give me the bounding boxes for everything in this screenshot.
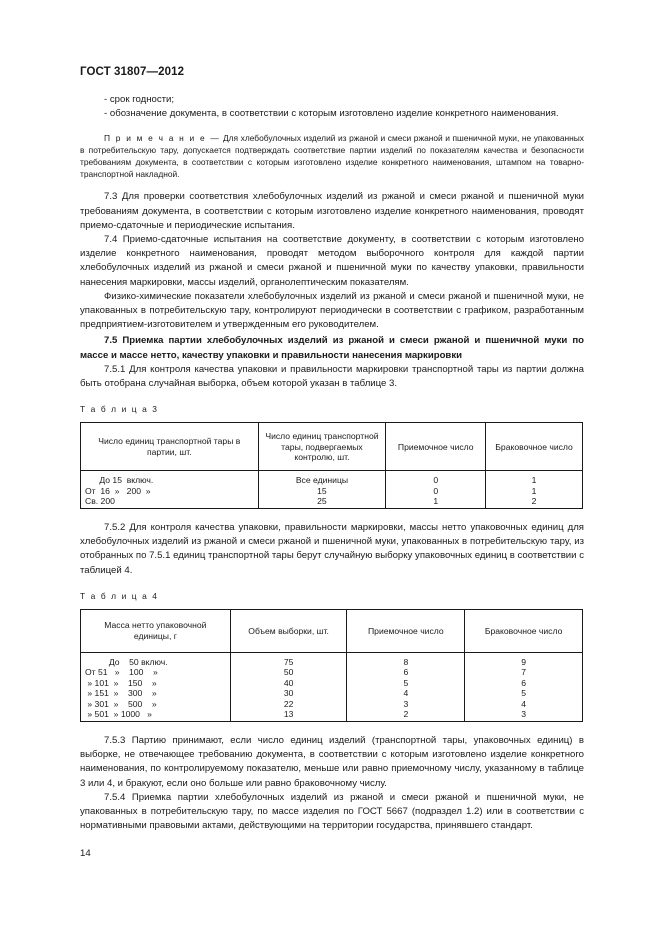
table-cell: 22 — [230, 699, 347, 710]
table-header-row — [81, 609, 583, 652]
paragraph-7-5-3: 7.5.3 Партию принимают, если число единиц изделий (транспортной тары, упаковочных единиц) в выборке, не отвечающее требованию документа, в соответствии с которым изготовлено изделие конкретного наименования, по контролируемому показателю, меньше или равно приемочному числу, указанному в таблице 3 или 4, и бракуют, если оно больше или равно браковочному числу. — [80, 734, 584, 789]
column-header: Масса нетто упаковочной единицы, г — [81, 609, 231, 652]
column-header: Браковочное число — [486, 423, 583, 471]
paragraph-7-5-1: 7.5.1 Для контроля качества упаковки и правильности маркировки транспортной тары из партии должна быть отобрана случайная выборка, объем которой указан в таблице 3. — [80, 363, 584, 390]
table-cell: » 151 » 300 » — [81, 688, 231, 699]
table-cell: 1 — [386, 496, 486, 508]
table-cell: 15 — [258, 486, 386, 497]
column-header: Приемочное число — [386, 423, 486, 471]
table-3 — [80, 422, 583, 509]
table-cell: 6 — [465, 678, 583, 689]
paragraph-7-3: 7.3 Для проверки соответствия хлебобулочных изделий из ржаной и смеси ржаной и пшеничной муки требованиям документа, в соответствии с которым изготовлено изделие конкретного наименования, проводят приемо-сдаточные и периодические испытания. — [80, 191, 584, 231]
paragraph-7-5-2: 7.5.2 Для контроля качества упаковки, правильности маркировки, массы нетто упаковочных единиц для хлебобулочных изделий из ржаной и смеси ржаной и пшеничной муки, упакованных в потребительскую тару, из отобранных по 7.5.1 единиц транспортной тары берут случайную выборку упаковочных единиц в соответствии с таблицей 4. — [80, 521, 584, 576]
table-row — [81, 471, 583, 486]
document-header: ГОСТ 31807—2012 — [80, 66, 185, 78]
table-cell: 30 — [230, 688, 347, 699]
table-cell: 0 — [386, 471, 486, 486]
column-header: Объем выборки, шт. — [230, 609, 347, 652]
table-4-caption: Т а б л и ц а 4 — [80, 590, 159, 601]
table-cell: 7 — [465, 667, 583, 678]
page-content — [80, 93, 584, 833]
table-cell: 3 — [465, 709, 583, 721]
table-cell: 4 — [465, 699, 583, 710]
table-cell: От 51 » 100 » — [81, 667, 231, 678]
paragraph-7-4: 7.4 Приемо-сдаточные испытания на соответствие документу, в соответствии с которым изготовлено изделие конкретного наименования, проводят методом выборочного контроля для каждой партии хлебобулочных изделий из ржаной и смеси ржаной и пшеничной муки по качеству упаковки, правильности нанесения маркировки, массы изделий, органолептическим показателям. — [80, 234, 584, 288]
table-cell: 4 — [347, 688, 465, 699]
table-cell: До 15 включ. — [81, 471, 259, 486]
table-cell: 9 — [465, 652, 583, 667]
table-cell: 1 — [486, 486, 583, 497]
paragraph-physchem: Физико-химические показатели хлебобулочных изделий из ржаной и смеси ржаной и пшеничной муки, не упакованных в потребительскую тару, контролируют периодически в соответствии с графиком, разработанным предприятием-изготовителем и утвержденным его руководителем. — [80, 290, 584, 331]
section-heading-7-5: 7.5 Приемка партии хлебобулочных изделий из ржаной и смеси ржаной и пшеничной муки по массе и массе нетто, качеству упаковки и правильности нанесения маркировки — [80, 335, 584, 361]
table-header-row — [81, 423, 583, 471]
table-cell: Все единицы — [258, 471, 386, 486]
table-row — [81, 709, 583, 721]
table-cell: 5 — [465, 688, 583, 699]
table-cell: 75 — [230, 652, 347, 667]
table-cell: До 50 включ. — [81, 652, 231, 667]
table-row — [81, 652, 583, 667]
column-header: Число единиц транспортной тары в партии, шт. — [81, 423, 259, 471]
table-cell: 0 — [386, 486, 486, 497]
table-4 — [80, 609, 583, 722]
table-row — [81, 678, 583, 689]
table-cell: » 101 » 150 » — [81, 678, 231, 689]
table-row — [81, 486, 583, 497]
note-text: Для хлебобулочных изделий из ржаной и смеси ржаной и пшеничной муки, не упакованных в потребительскую тару, допускается подтверждать соответствие партии изделий по показателям качества и безопасности требованиям документа, в соответствии с которым изготовлено изделие конкретного наименования, штампом на товарно-транспортной накладной. — [80, 133, 584, 180]
table-cell: 25 — [258, 496, 386, 508]
note — [80, 132, 584, 180]
table-cell: 5 — [347, 678, 465, 689]
table-row — [81, 699, 583, 710]
paragraph-7-5-4: 7.5.4 Приемка партии хлебобулочных изделий из ржаной и смеси ржаной и пшеничной муки, не упакованных в потребительскую тару, по массе изделия по ГОСТ 5667 (подраздел 1.2) или в соответствии с нормативными правовыми актами, действующими на территории государства, принявшего стандарт. — [80, 791, 584, 832]
table-3-caption: Т а б л и ц а 3 — [80, 404, 159, 415]
column-header: Число единиц транспортной тары, подвергаемых контролю, шт. — [258, 423, 386, 471]
table-cell: 2 — [347, 709, 465, 721]
column-header: Браковочное число — [465, 609, 583, 652]
table-cell: 3 — [347, 699, 465, 710]
table-cell: » 301 » 500 » — [81, 699, 231, 710]
list-item: - срок годности; — [104, 94, 175, 105]
column-header: Приемочное число — [347, 609, 465, 652]
page-number: 14 — [80, 848, 91, 859]
table-cell: 8 — [347, 652, 465, 667]
table-cell: 40 — [230, 678, 347, 689]
table-cell: От 16 » 200 » — [81, 486, 259, 497]
table-row — [81, 667, 583, 678]
table-cell: Св. 200 — [81, 496, 259, 508]
table-cell: » 501 » 1000 » — [81, 709, 231, 721]
table-row — [81, 688, 583, 699]
table-cell: 13 — [230, 709, 347, 721]
list-item: - обозначение документа, в соответствии с которым изготовлено изделие конкретного наименования. — [104, 108, 559, 120]
table-row — [81, 496, 583, 508]
table-cell: 50 — [230, 667, 347, 678]
table-cell: 2 — [486, 496, 583, 508]
table-cell: 6 — [347, 667, 465, 678]
note-label: П р и м е ч а н и е — — [104, 133, 221, 144]
table-cell: 1 — [486, 471, 583, 486]
